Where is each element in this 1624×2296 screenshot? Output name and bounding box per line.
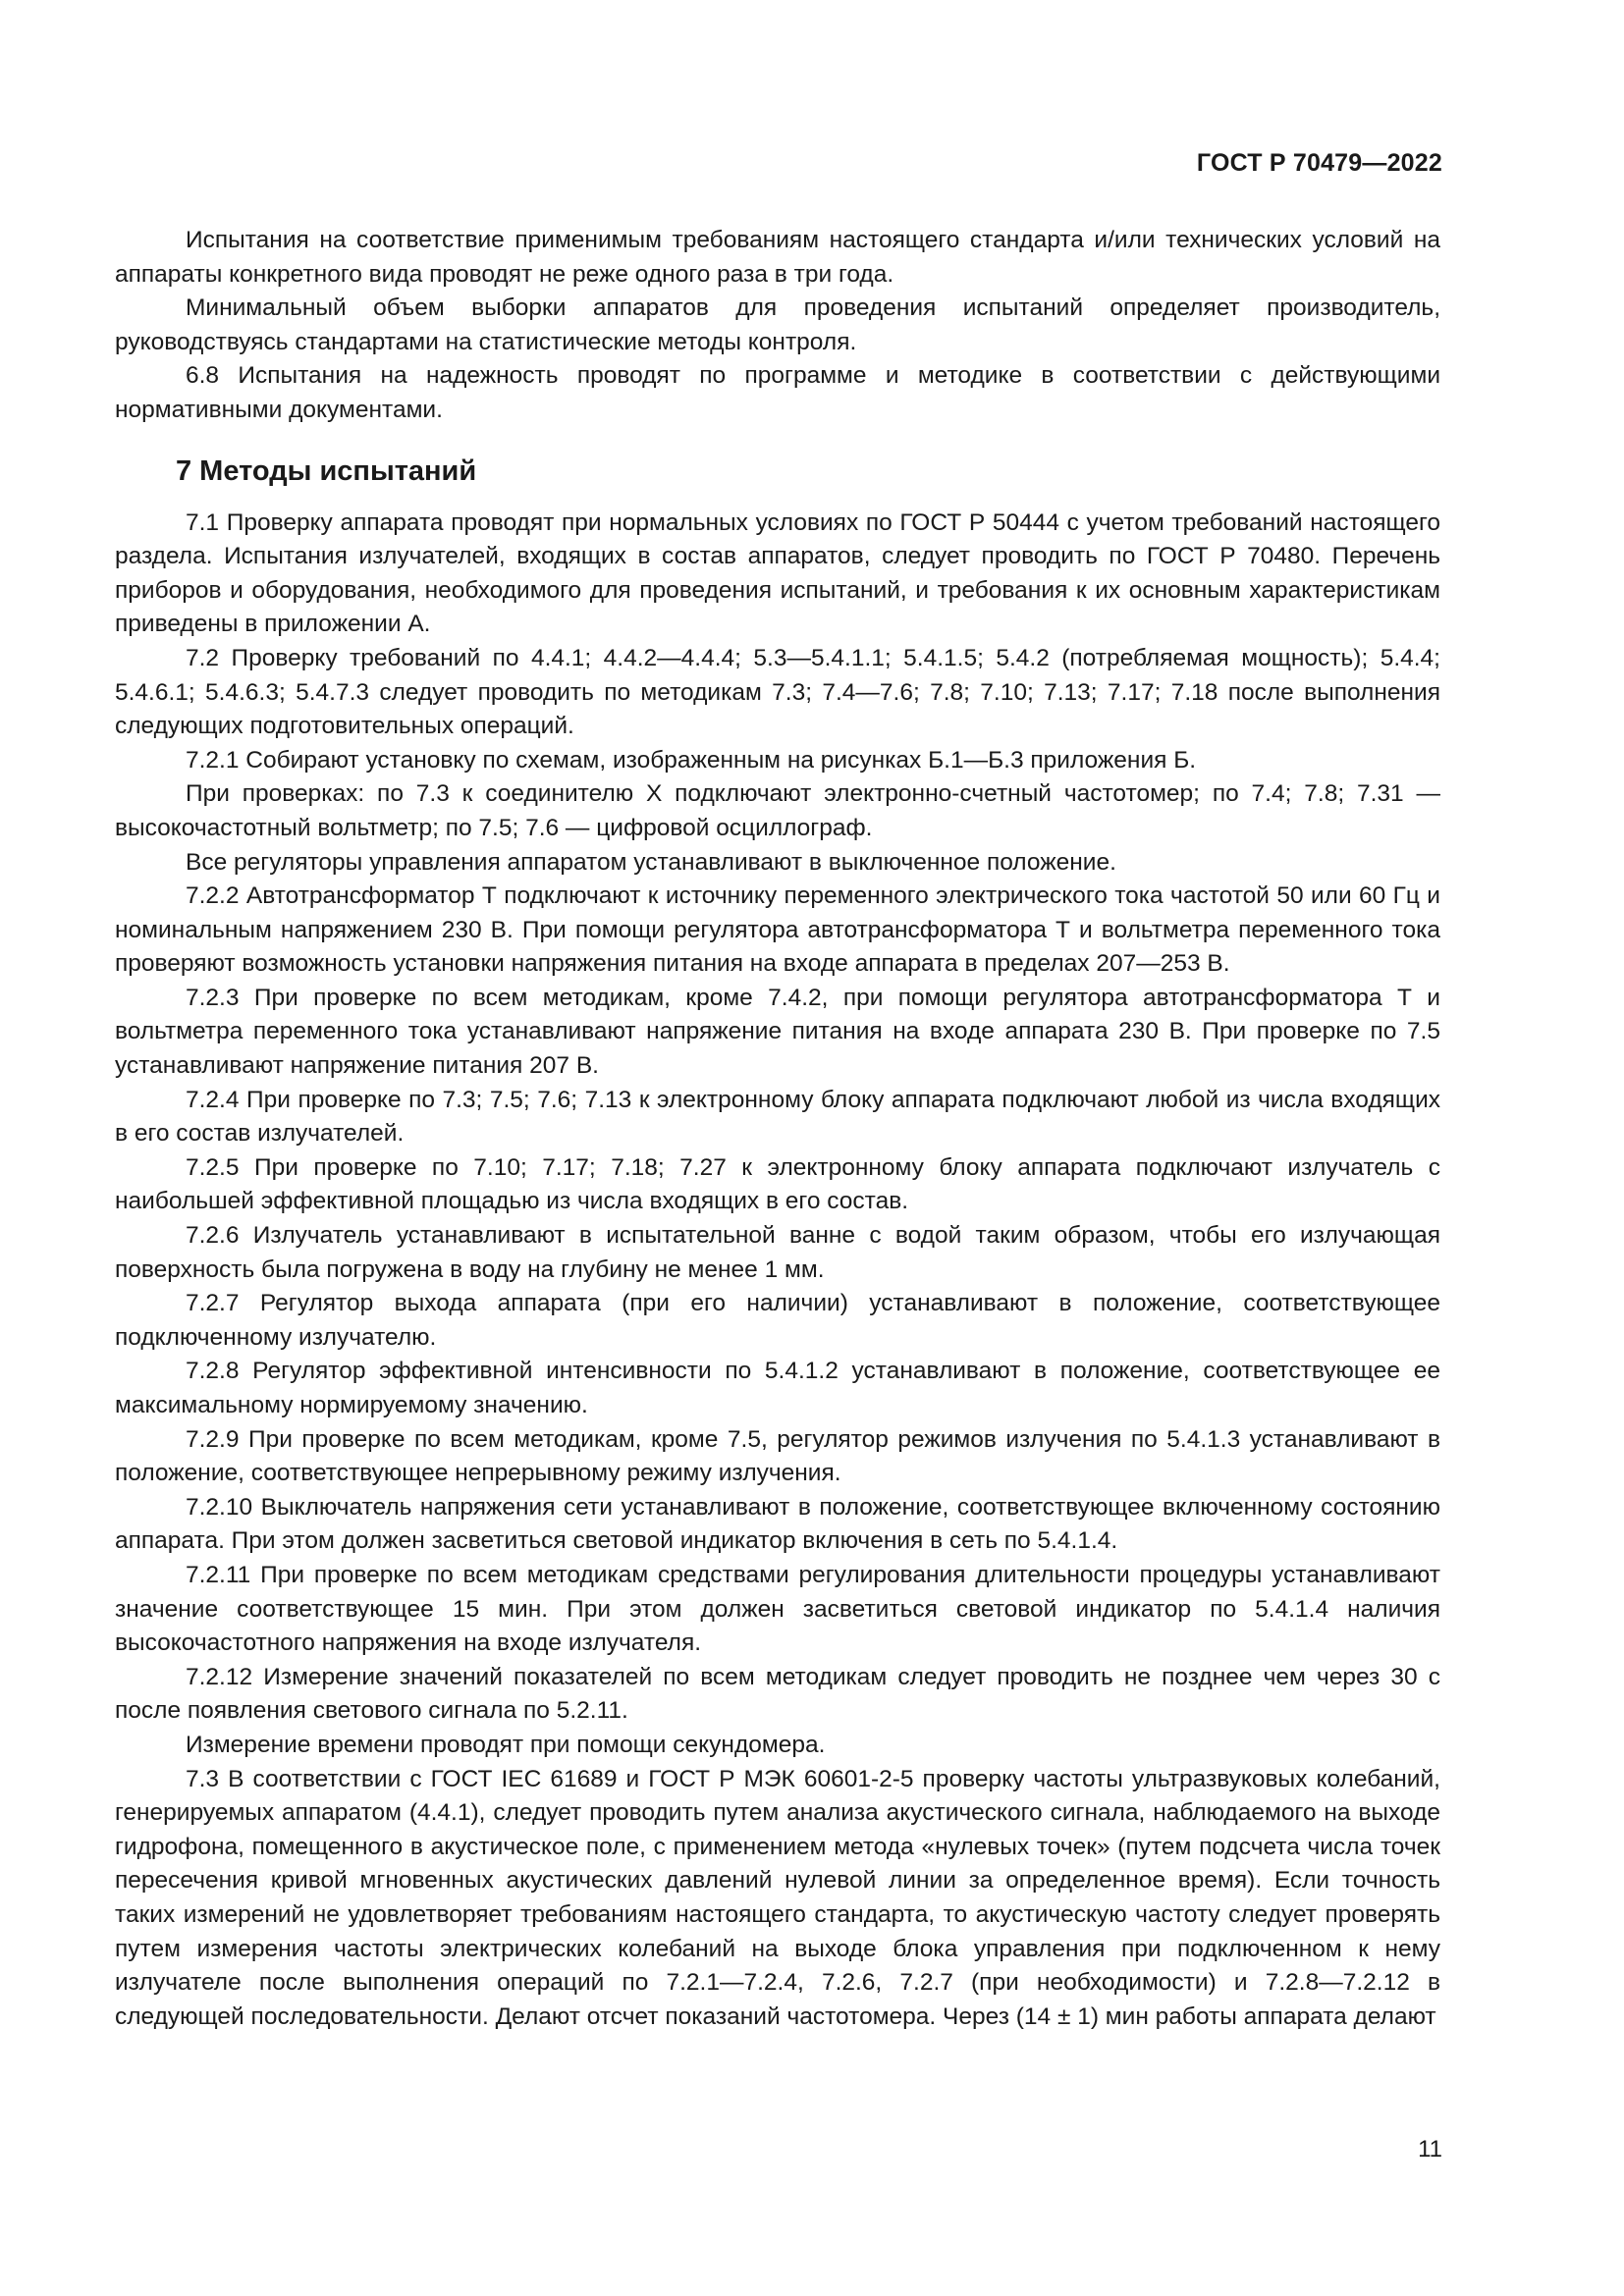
paragraph: При проверках: по 7.3 к соединителю X подключают электронно-счетный частотомер; по 7.4; 7.8; 7.31 — высокочастотный вольтметр; по 7.5; 7.6 — цифровой осциллограф.: [115, 780, 1440, 841]
paragraph: 7.3 В соответствии с ГОСТ IEC 61689 и ГОСТ Р МЭК 60601-2-5 проверку частоты ультразвуковых колебаний, генерируемых аппаратом (4.4.1), следует проводить путем анализа акустического сигнала, наблюдаемого на выходе гидрофона, помещенного в акустическое поле, с применением метода «нулевых точек» (путем подсчета числа точек пересечения кривой мгновенных акустических давлений нулевой линии за определенное время). Если точность таких измерений не удовлетворяет требованиям настоящего стандарта, то акустическую частоту следует проверять путем измерения частоты электрических колебаний на выходе блока управления при подключенном к нему излучателе после выполнения операций по 7.2.1—7.2.4, 7.2.6, 7.2.7 (при необходимости) и 7.2.8—7.2.12 в следующей последовательности. Делают отсчет показаний частотомера. Через (14 ± 1) мин работы аппарата делают: [115, 1765, 1440, 2030]
paragraph: 7.2.11 При проверке по всем методикам средствами регулирования длительности процедуры устанавливают значение соответствующее 15 мин. При этом должен засветиться световой индикатор по 5.4.1.4 наличия высокочастотного напряжения на входе излучателя.: [115, 1561, 1440, 1657]
paragraph: 7.2.6 Излучатель устанавливают в испытательной ванне с водой таким образом, чтобы его излучающая поверхность была погружена в воду на глубину не менее 1 мм.: [115, 1222, 1440, 1283]
paragraph: 6.8 Испытания на надежность проводят по программе и методике в соответствии с действующими нормативными документами.: [115, 362, 1440, 423]
paragraph: 7.2.12 Измерение значений показателей по всем методикам следует проводить не позднее чем через 30 с после появления светового сигнала по 5.2.11.: [115, 1663, 1440, 1725]
paragraph: Все регуляторы управления аппаратом устанавливают в выключенное положение.: [186, 848, 1116, 876]
paragraph: 7.2.8 Регулятор эффективной интенсивности по 5.4.1.2 устанавливают в положение, соответствующее ее максимальному нормируемому значению.: [115, 1358, 1440, 1418]
paragraph: 7.2.10 Выключатель напряжения сети устанавливают в положение, соответствующее включенному состоянию аппарата. При этом должен засветиться световой индикатор включения в сеть по 5.4.1.4.: [115, 1493, 1440, 1555]
paragraph: 7.1 Проверку аппарата проводят при нормальных условиях по ГОСТ Р 50444 с учетом требований настоящего раздела. Испытания излучателей, входящих в состав аппаратов, следует проводить по ГОСТ Р 70480. Перечень приборов и оборудования, необходимого для проведения испытаний, и требования к их основным характеристикам приведены в приложении А.: [115, 508, 1440, 638]
paragraph: Минимальный объем выборки аппаратов для проведения испытаний определяет производитель, руководствуясь стандартами на статистические методы контроля.: [115, 294, 1440, 355]
document-body: [115, 224, 1440, 2034]
paragraph: 7.2.5 При проверке по 7.10; 7.17; 7.18; 7.27 к электронному блоку аппарата подключают излучатель с наибольшей эффективной площадью из числа входящих в его состав.: [115, 1153, 1440, 1215]
paragraph: 7.2.3 При проверке по всем методикам, кроме 7.4.2, при помощи регулятора автотрансформатора Т и вольтметра переменного тока устанавливают напряжение питания на входе аппарата 230 В. При проверке по 7.5 устанавливают напряжение питания 207 В.: [115, 984, 1440, 1080]
paragraph: 7.2 Проверку требований по 4.4.1; 4.4.2—4.4.4; 5.3—5.4.1.1; 5.4.1.5; 5.4.2 (потребляемая мощность); 5.4.4; 5.4.6.1; 5.4.6.3; 5.4.7.3 следует проводить по методикам 7.3; 7.4—7.6; 7.8; 7.10; 7.13; 7.17; 7.18 после выполнения следующих подготовительных операций.: [115, 644, 1440, 740]
paragraph: Испытания на соответствие применимым требованиям настоящего стандарта и/или технических условий на аппараты конкретного вида проводят не реже одного раза в три года.: [115, 227, 1440, 288]
paragraph: 7.2.4 При проверке по 7.3; 7.5; 7.6; 7.13 к электронному блоку аппарата подключают любой из числа входящих в его состав излучателей.: [115, 1086, 1440, 1148]
paragraph: 7.2.1 Собирают установку по схемам, изображенным на рисунках Б.1—Б.3 приложения Б.: [186, 746, 1197, 774]
paragraph: 7.2.9 При проверке по всем методикам, кроме 7.5, регулятор режимов излучения по 5.4.1.3 устанавливают в положение, соответствующее непрерывному режиму излучения.: [115, 1425, 1440, 1487]
paragraph: 7.2.7 Регулятор выхода аппарата (при его наличии) устанавливают в положение, соответствующее подключенному излучателю.: [115, 1290, 1440, 1351]
section-title: 7 Методы испытаний: [176, 454, 477, 487]
document-code-header: ГОСТ Р 70479—2022: [1196, 149, 1442, 177]
page-number: 11: [1418, 2136, 1442, 2163]
paragraph: 7.2.2 Автотрансформатор Т подключают к источнику переменного электрического тока частотой 50 или 60 Гц и номинальным напряжением 230 В. При помощи регулятора автотрансформатора Т и вольтметра переменного тока проверяют возможность установки напряжения питания на входе аппарата в пределах 207—253 В.: [115, 882, 1440, 978]
paragraph: Измерение времени проводят при помощи секундомера.: [186, 1731, 826, 1758]
